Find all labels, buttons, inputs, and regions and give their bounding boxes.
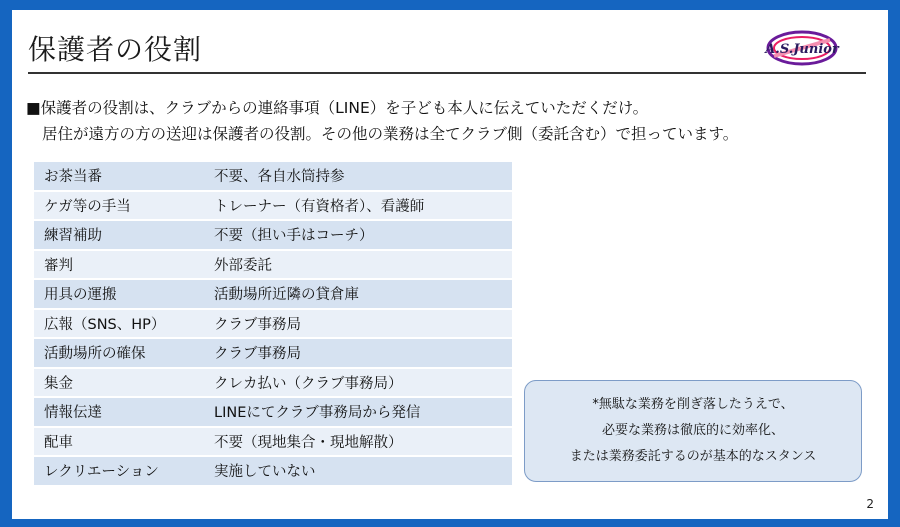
table-row [34, 162, 512, 190]
role-item: 広報（SNS、HP） [34, 310, 204, 338]
role-handler: 不要（担い手はコーチ） [204, 221, 512, 249]
table-row [34, 251, 512, 279]
team-logo [764, 24, 840, 72]
note-line-2: 必要な業務は徹底的に効率化、 [601, 423, 784, 438]
role-item: 用具の運搬 [34, 280, 204, 308]
page-title: 保護者の役割 [28, 33, 203, 66]
bullet-line-2: 居住が遠方の方の送迎は保護者の役割。その他の業務は全てクラブ側（委託含む）で担っています。 [42, 125, 739, 143]
role-handler: クラブ事務局 [204, 310, 512, 338]
role-item: 集金 [34, 369, 204, 397]
role-item: 活動場所の確保 [34, 339, 204, 367]
role-handler: 実施していない [204, 457, 512, 485]
bullet-line-1: ■保護者の役割は、クラブからの連絡事項（LINE）を子ども本人に伝えていただくだけ。 [26, 99, 649, 117]
table-row [34, 428, 512, 456]
table-row [34, 310, 512, 338]
role-item: レクリエーション [34, 457, 204, 485]
policy-note-box [524, 380, 862, 482]
slide [12, 10, 888, 519]
note-line-3: または業務委託するのが基本的なスタンス [569, 449, 817, 464]
title-divider [28, 72, 866, 74]
table-row [34, 369, 512, 397]
note-line-1: *無駄な業務を削ぎ落したうえで、 [592, 397, 794, 412]
table-row [34, 457, 512, 485]
table-row [34, 221, 512, 249]
role-item: 練習補助 [34, 221, 204, 249]
role-handler: トレーナー（有資格者）、看護師 [204, 192, 512, 220]
role-handler: 活動場所近隣の貸倉庫 [204, 280, 512, 308]
role-item: 情報伝達 [34, 398, 204, 426]
table-row [34, 398, 512, 426]
role-handler: 外部委託 [204, 251, 512, 279]
role-handler: 不要（現地集合・現地解散） [204, 428, 512, 456]
role-handler: LINEにてクラブ事務局から発信 [204, 398, 512, 426]
page-number: 2 [866, 497, 874, 511]
role-item: お茶当番 [34, 162, 204, 190]
role-handler: クレカ払い（クラブ事務局） [204, 369, 512, 397]
role-handler: 不要、各自水筒持参 [204, 162, 512, 190]
role-item: ケガ等の手当 [34, 192, 204, 220]
table-row [34, 192, 512, 220]
role-item: 審判 [34, 251, 204, 279]
roles-table [34, 160, 512, 487]
logo-text: A.S.Junior [765, 42, 839, 57]
table-row [34, 339, 512, 367]
role-item: 配車 [34, 428, 204, 456]
table-row [34, 280, 512, 308]
role-handler: クラブ事務局 [204, 339, 512, 367]
